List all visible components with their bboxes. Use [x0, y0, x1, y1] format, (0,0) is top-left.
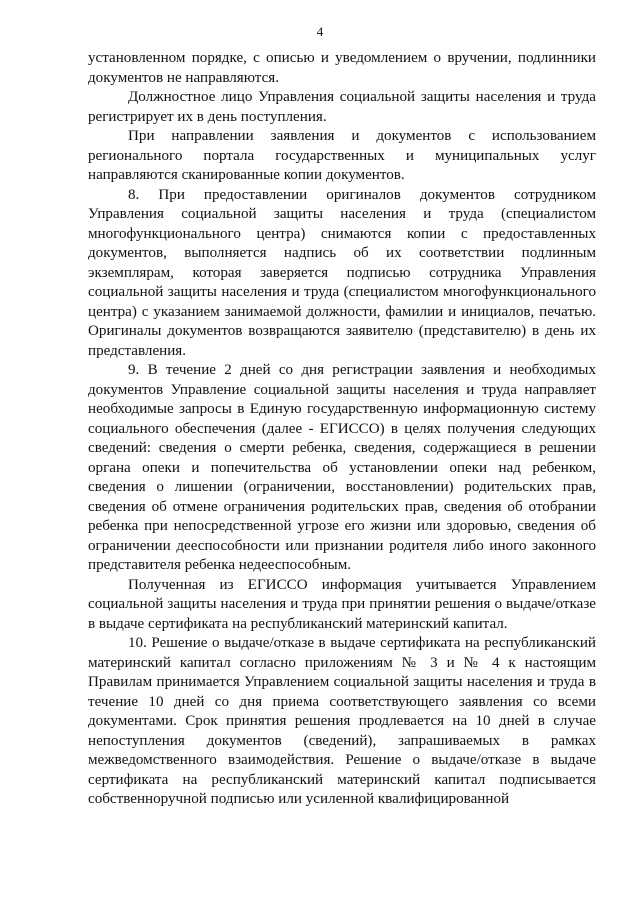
page-number: 4 — [316, 24, 324, 39]
paragraph: установленном порядке, с описью и уведомлением о вручении, подлинники документов не направляются. — [88, 50, 596, 86]
paragraph-item-9: 9. В течение 2 дней со дня регистрации заявления и необходимых документов Управление социальной защиты населения и труда направляет необходимые запросы в Единую государственную информационную систему социального обеспечения (далее - ЕГИССО) в целях получения следующих сведений: сведения о смерти ребенка, сведения, содержащиеся в решении органа опеки и попечительства об установлении опеки над ребенком, сведения о лишении (ограничении, восстановлении) родительских прав, сведения об отмене ограничения родительских прав, сведения об отобрании ребенка при непосредственной угрозе его жизни или здоровью, сведения об ограничении дееспособности или признании родителя либо иного законного представителя ребенка недееспособным. — [88, 362, 596, 573]
document-body — [88, 49, 596, 810]
paragraph: Должностное лицо Управления социальной защиты населения и труда регистрирует их в день поступления. — [88, 89, 596, 125]
paragraph: При направлении заявления и документов с использованием регионального портала государственных и муниципальных услуг направляются сканированные копии документов. — [88, 128, 596, 183]
paragraph-item-10: 10. Решение о выдаче/отказе в выдаче сертификата на республиканский материнский капитал согласно приложениям № 3 и № 4 к настоящим Правилам принимается Управлением социальной защиты населения и труда в течение 10 дней со дня приема соответствующего заявления со всеми документами. Срок принятия решения продлевается на 10 дней в случае непоступления документов (сведений), запрашиваемых в рамках межведомственного взаимодействия. Решение о выдаче/отказе в выдаче сертификата на республиканский материнский капитал подписывается собственноручной подписью или усиленной квалифицированной — [88, 635, 596, 807]
paragraph-item-8: 8. При предоставлении оригиналов документов сотрудником Управления социальной защиты населения и труда (специалистом многофункционального центра) снимаются копии с предоставленных документов, выполняется надпись об их соответствии подлинным экземплярам, которая заверяется подписью сотрудника Управления социальной защиты населения и труда (специалистом многофункционального центра) с указанием занимаемой должности, фамилии и инициалов, печатью. Оригиналы документов возвращаются заявителю (представителю) в день их представления. — [88, 186, 596, 359]
paragraph: Полученная из ЕГИССО информация учитывается Управлением социальной защиты населения и труда при принятии решения о выдаче/отказе в выдаче сертификата на республиканский материнский капитал. — [88, 576, 596, 632]
